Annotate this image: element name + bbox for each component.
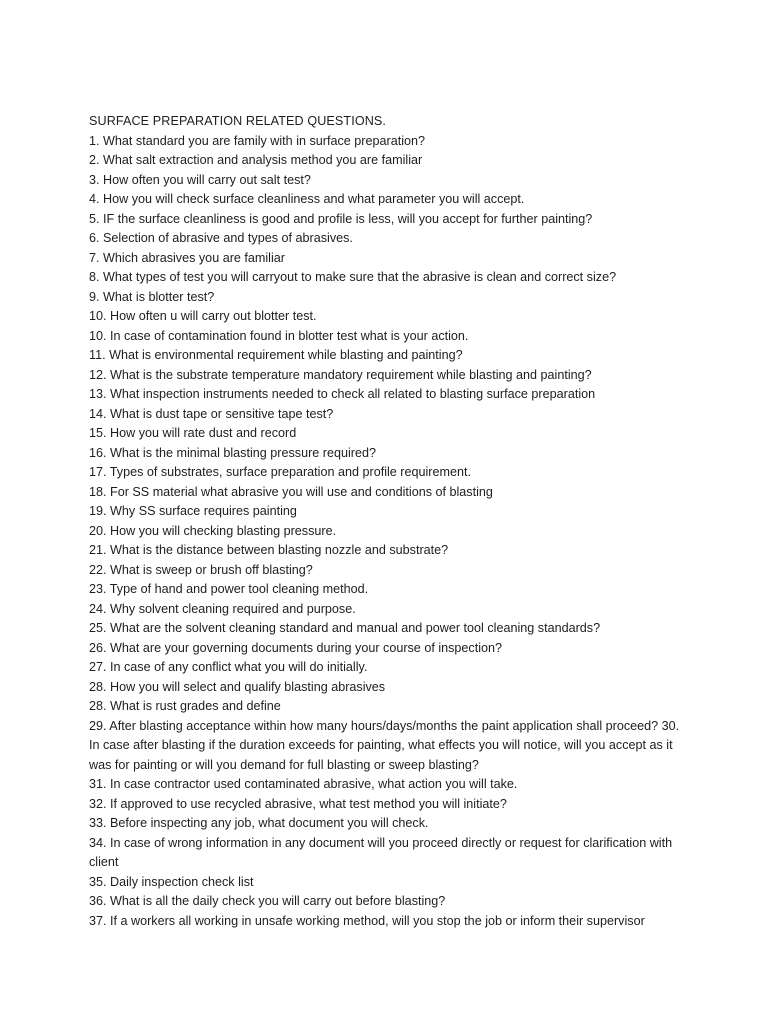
question-item: 24. Why solvent cleaning required and purpose. <box>89 601 356 616</box>
question-item: 14. What is dust tape or sensitive tape test? <box>89 406 334 421</box>
question-item: 7. Which abrasives you are familiar <box>89 250 285 265</box>
question-item: 1. What standard you are family with in surface preparation? <box>89 133 426 148</box>
question-item: 31. In case contractor used contaminated abrasive, what action you will take. <box>89 777 518 791</box>
question-item: 26. What are your governing documents during your course of inspection? <box>89 640 503 655</box>
question-item: 4. How you will check surface cleanliness and what parameter you will accept. <box>89 192 525 206</box>
question-item: 12. What is the substrate temperature mandatory requirement while blasting and painting? <box>89 367 592 382</box>
question-item: 6. Selection of abrasive and types of abrasives. <box>89 231 353 245</box>
question-item: 2. What salt extraction and analysis method you are familiar <box>89 153 423 167</box>
page-title: SURFACE PREPARATION RELATED QUESTIONS. <box>89 114 387 128</box>
question-list <box>89 132 689 932</box>
question-item: 22. What is sweep or brush off blasting? <box>89 562 313 577</box>
question-item: 20. How you will checking blasting pressure. <box>89 523 337 538</box>
question-item: 21. What is the distance between blasting nozzle and substrate? <box>89 543 449 557</box>
question-item: 32. If approved to use recycled abrasive, what test method you will initiate? <box>89 796 507 811</box>
question-item: 34. In case of wrong information in any document will you proceed directly or request for clarification with client <box>89 835 673 869</box>
question-item: 3. How often you will carry out salt test? <box>89 172 311 187</box>
question-item: 18. For SS material what abrasive you will use and conditions of blasting <box>89 484 493 499</box>
question-item: 5. IF the surface cleanliness is good and profile is less, will you accept for further painting? <box>89 211 593 226</box>
question-item: 37. If a workers all working in unsafe working method, will you stop the job or inform their supervisor <box>89 913 645 928</box>
question-item: 35. Daily inspection check list <box>89 874 254 889</box>
question-item: 15. How you will rate dust and record <box>89 426 297 440</box>
question-item: 10. In case of contamination found in blotter test what is your action. <box>89 328 469 343</box>
question-item: 33. Before inspecting any job, what document you will check. <box>89 816 429 830</box>
question-item: 10. How often u will carry out blotter test. <box>89 309 317 323</box>
question-item: 17. Types of substrates, surface preparation and profile requirement. <box>89 465 471 479</box>
question-item: 8. What types of test you will carryout to make sure that the abrasive is clean and correct size? <box>89 270 617 284</box>
question-item: 28. How you will select and qualify blasting abrasives <box>89 679 386 694</box>
question-item: 28. What is rust grades and define <box>89 699 281 713</box>
question-item: 27. In case of any conflict what you will do initially. <box>89 660 368 674</box>
question-item: 25. What are the solvent cleaning standard and manual and power tool cleaning standards? <box>89 621 601 635</box>
question-item: 29. After blasting acceptance within how many hours/days/months the paint application shall proceed? 30. In case after blasting if the duration exceeds for painting, what effects you will notice, will you accept as it was for painting or will you demand for full blasting or sweep blasting? <box>89 718 680 772</box>
document-page <box>89 112 689 931</box>
question-item: 11. What is environmental requirement while blasting and painting? <box>89 348 463 362</box>
question-item: 16. What is the minimal blasting pressure required? <box>89 445 376 460</box>
question-item: 23. Type of hand and power tool cleaning method. <box>89 582 369 596</box>
question-item: 9. What is blotter test? <box>89 289 215 304</box>
question-item: 36. What is all the daily check you will carry out before blasting? <box>89 894 446 908</box>
question-item: 13. What inspection instruments needed to check all related to blasting surface preparation <box>89 387 596 401</box>
question-item: 19. Why SS surface requires painting <box>89 504 297 518</box>
